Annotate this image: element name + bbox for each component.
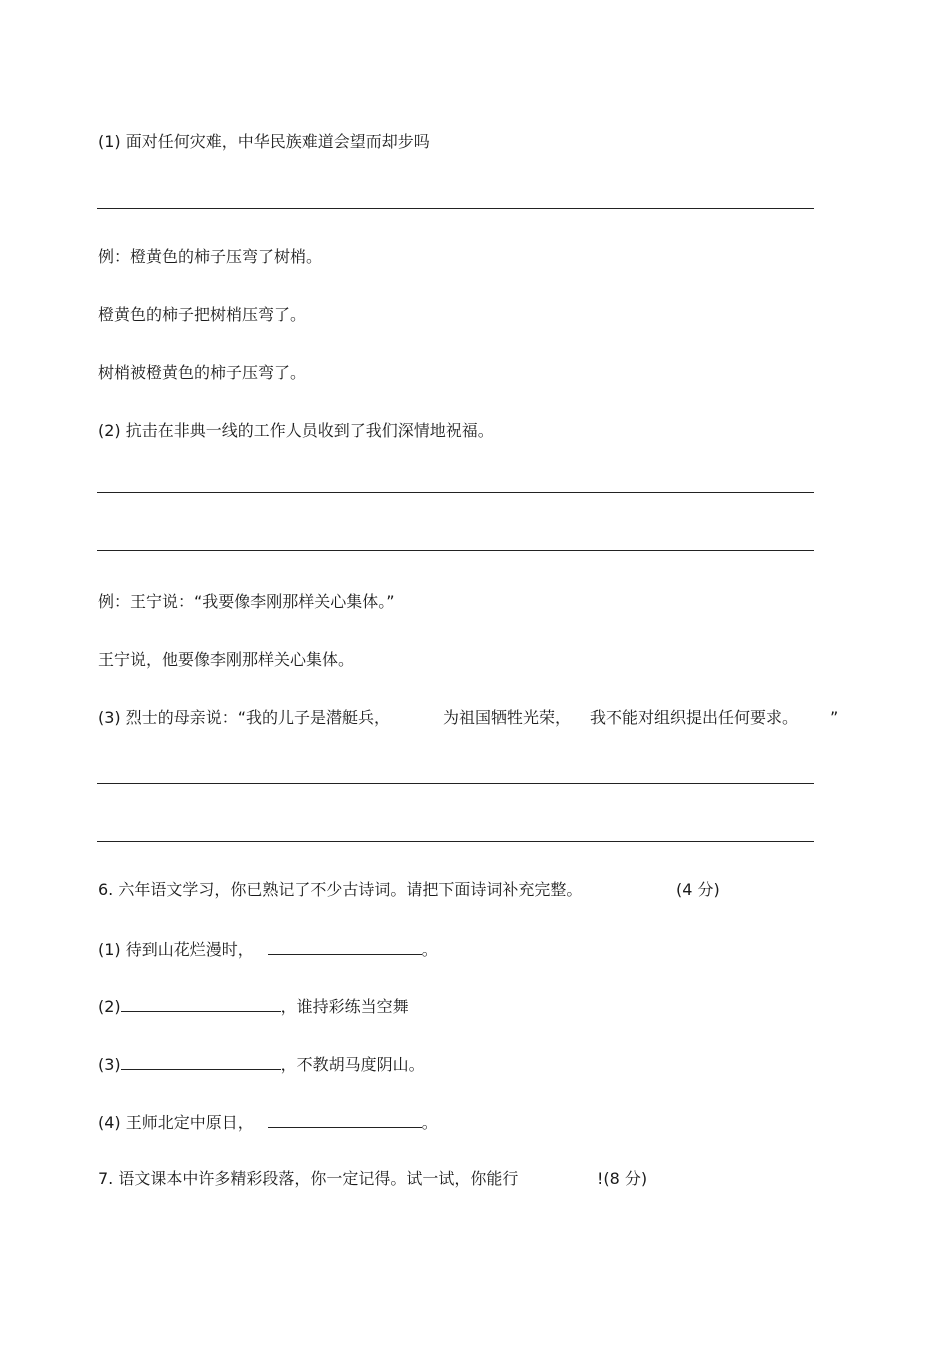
answer-line [97,841,814,842]
q6-item1-suffix: 。 [421,940,438,959]
q5-item3-prompt-part3: 我不能对组织提出任何要求。 [590,708,799,727]
q6-item4-suffix: 。 [421,1113,438,1132]
q7-title: 7. 语文课本中许多精彩段落，你一定记得。试一试，你能行 [98,1169,519,1188]
q6-item3-prefix: (3) [98,1055,121,1074]
q6-item2-suffix: ，谁持彩练当空舞 [280,997,409,1016]
fill-in-blank[interactable] [121,996,281,1012]
q5-item3-prompt-part1: (3) 烈士的母亲说：“我的儿子是潜艇兵， [98,708,391,727]
example1-label: 例：橙黄色的柿子压弯了树梢。 [98,247,323,266]
answer-line [97,208,814,209]
answer-line [97,492,814,493]
q6-item3-suffix: ，不教胡马度阴山。 [280,1055,425,1074]
q6-item4 [98,1112,438,1133]
q7-score: !(8 分) [597,1169,648,1188]
answer-line [97,783,814,784]
q5-item2-prompt: (2) 抗击在非典一线的工作人员收到了我们深情地祝福。 [98,421,494,440]
q6-item4-prefix: (4) 王师北定中原日， [98,1113,254,1132]
q6-item3 [98,1054,425,1075]
answer-line [97,550,814,551]
q6-item2-prefix: (2) [98,997,121,1016]
example2-label: 例：王宁说：“我要像李刚那样关心集体。” [98,592,395,611]
q6-item1 [98,939,438,960]
q5-item3-prompt-part4: ” [830,708,839,727]
example1-line3: 树梢被橙黄色的柿子压弯了。 [98,363,307,382]
fill-in-blank[interactable] [268,1112,422,1128]
q6-item1-prefix: (1) 待到山花烂漫时， [98,940,254,959]
q6-item2 [98,996,409,1017]
q5-item1-prompt: (1) 面对任何灾难，中华民族难道会望而却步吗 [98,132,430,151]
q6-title: 6. 六年语文学习，你已熟记了不少古诗词。请把下面诗词补充完整。 [98,880,583,899]
fill-in-blank[interactable] [268,939,422,955]
fill-in-blank[interactable] [121,1054,281,1070]
q5-item3-prompt-part2: 为祖国牺牲光荣， [443,708,572,727]
example2-line2: 王宁说，他要像李刚那样关心集体。 [98,650,355,669]
example1-line2: 橙黄色的柿子把树梢压弯了。 [98,305,307,324]
q6-score: (4 分) [676,880,720,899]
